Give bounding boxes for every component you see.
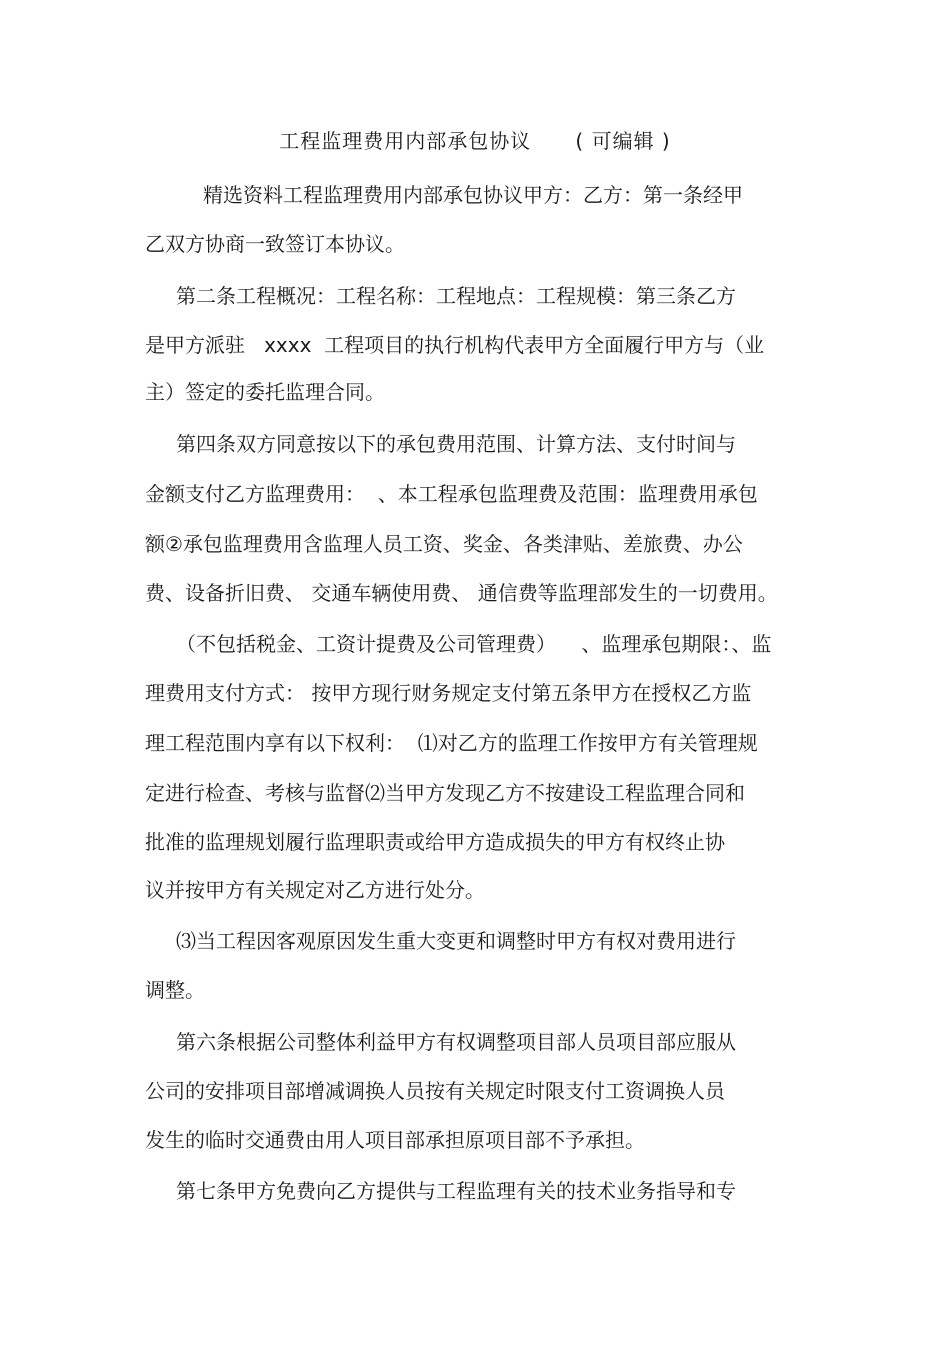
paragraph-line: 定进行检查、考核与监督⑵当甲方发现乙方不按建设工程监理合同和	[145, 781, 745, 805]
paragraph-line: 第六条根据公司整体利益甲方有权调整项目部人员项目部应服从	[176, 1030, 736, 1054]
paragraph-line: 主）签定的委托监理合同。	[145, 380, 385, 404]
paragraph-line: 费、设备折旧费、 交通车辆使用费、 通信费等监理部发生的一切费用。	[145, 581, 778, 605]
paragraph-line: 第七条甲方免费向乙方提供与工程监理有关的技术业务指导和专	[176, 1179, 736, 1203]
paragraph-line: 是甲方派驻 xxxx 工程项目的执行机构代表甲方全面履行甲方与（业	[145, 333, 765, 357]
paragraph-line: ⑶当工程因客观原因发生重大变更和调整时甲方有权对费用进行	[176, 929, 736, 953]
paragraph-line: 第四条双方同意按以下的承包费用范围、计算方法、支付时间与	[176, 432, 736, 456]
paragraph-line: 议并按甲方有关规定对乙方进行处分。	[145, 878, 485, 902]
paragraph-line: 调整。	[145, 978, 205, 1002]
paragraph-line: 理工程范围内享有以下权利： ⑴对乙方的监理工作按甲方有关管理规	[145, 731, 758, 755]
paragraph-line: 额②承包监理费用含监理人员工资、奖金、各类津贴、差旅费、办公	[145, 532, 743, 556]
paragraph-line: 理费用支付方式： 按甲方现行财务规定支付第五条甲方在授权乙方监	[145, 681, 752, 705]
document-title: 工程监理费用内部承包协议 ( 可编辑 )	[279, 129, 671, 153]
paragraph-line: 金额支付乙方监理费用： 、本工程承包监理费及范围：监理费用承包	[145, 482, 758, 506]
paragraph-line: 精选资料工程监理费用内部承包协议甲方：乙方：第一条经甲	[203, 183, 743, 207]
paragraph-line: 批准的监理规划履行监理职责或给甲方造成损失的甲方有权终止协	[145, 830, 725, 854]
paragraph-line: 第二条工程概况：工程名称：工程地点：工程规模：第三条乙方	[176, 284, 736, 308]
paragraph-line: 乙双方协商一致签订本协议。	[145, 232, 405, 256]
paragraph-line: 公司的安排项目部增减调换人员按有关规定时限支付工资调换人员	[145, 1079, 725, 1103]
paragraph-line: 发生的临时交通费由用人项目部承担原项目部不予承担。	[145, 1128, 645, 1152]
paragraph-line: （不包括税金、工资计提费及公司管理费） 、监理承包期限：、监	[176, 632, 772, 656]
